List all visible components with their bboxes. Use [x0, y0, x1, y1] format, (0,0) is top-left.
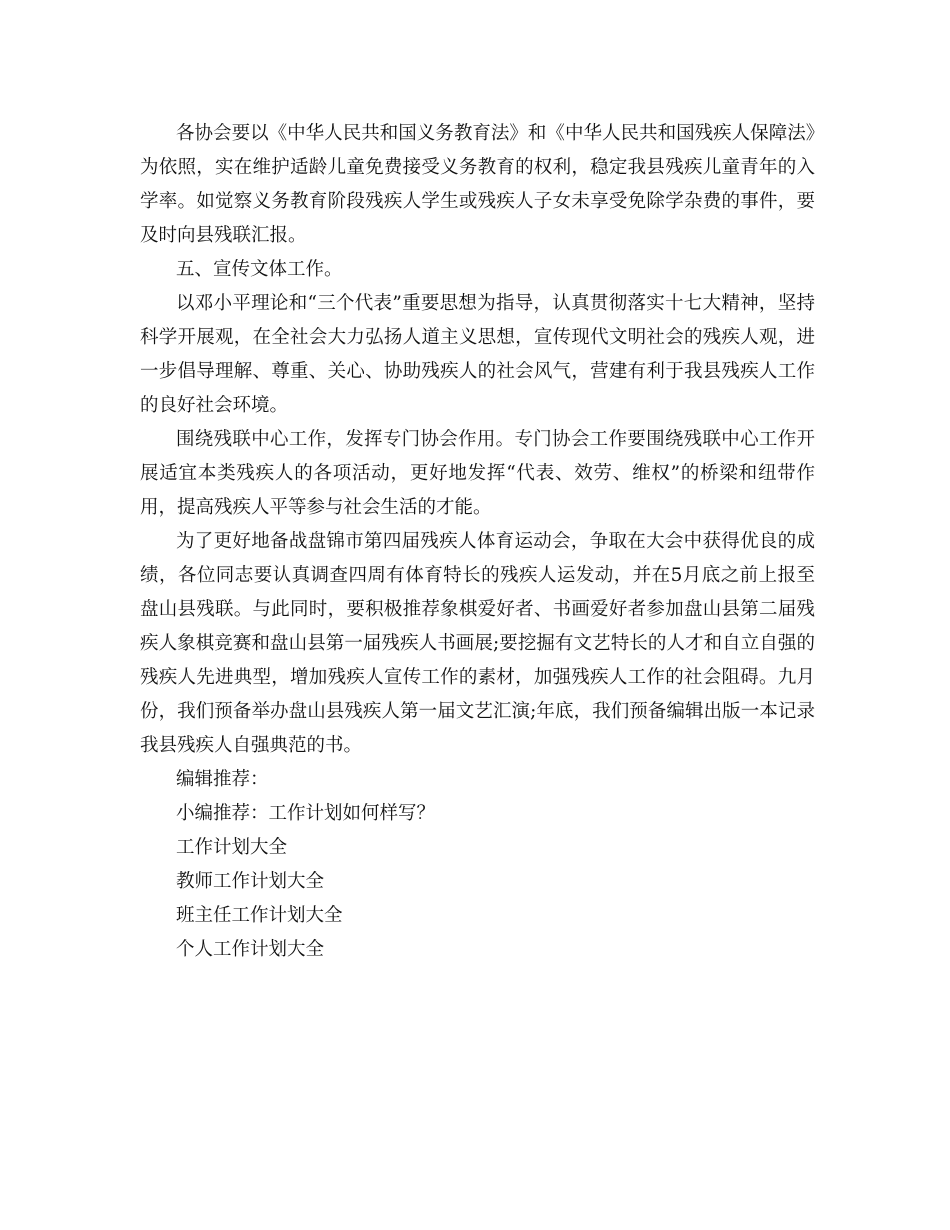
recommend-link[interactable]: 个人工作计划大全	[176, 939, 325, 960]
paragraph-education-law: 各协会要以《中华人民共和国义务教育法》和《中华人民共和国残疾人保障法》为依照，实在维护适龄儿童免费接受义务教育的权利，稳定我县残疾儿童青年的入学率。如觉察义务教育阶段残疾人学生或残疾人子女未享受免除学杂费的事件，要及时向县残联汇报。	[140, 123, 815, 246]
recommend-link[interactable]: 工作计划大全	[176, 837, 288, 858]
paragraph-special-associations: 围绕残联中心工作，发挥专门协会作用。专门协会工作要围绕残联中心工作开展适宜本类残疾人的各项活动，更好地发挥“代表、效劳、维权”的桥梁和纽带作用，提高残疾人平等参与社会生活的才能。	[140, 429, 815, 518]
section-heading-publicity: 五、宣传文体工作。	[176, 259, 343, 280]
document-body	[140, 117, 815, 967]
paragraph-sports-culture: 为了更好地备战盘锦市第四届残疾人体育运动会，争取在大会中获得优良的成绩，各位同志要认真调查四周有体育特长的残疾人运发动，并在5月底之前上报至盘山县残联。与此同时，要积极推荐象棋爱好者、书画爱好者参加盘山县第二届残疾人象棋竞赛和盘山县第一届残疾人书画展;要挖掘有文艺特长的人才和自立自强的残疾人先进典型，增加残疾人宣传工作的素材，加强残疾人工作的社会阻碍。九月份，我们预备举办盘山县残疾人第一届文艺汇演;年底，我们预备编辑出版一本记录我县残疾人自强典范的书。	[140, 531, 815, 756]
recommend-link[interactable]: 小编推荐：工作计划如何样写？	[176, 803, 436, 824]
recommend-heading: 编辑推荐：	[176, 769, 269, 790]
paragraph-guiding-thought: 以邓小平理论和“三个代表”重要思想为指导，认真贯彻落实十七大精神，坚持科学开展观，在全社会大力弘扬人道主义思想，宣传现代文明社会的残疾人观，进一步倡导理解、尊重、关心、协助残疾人的社会风气，营建有利于我县残疾人工作的良好社会环境。	[140, 293, 815, 416]
recommend-link[interactable]: 班主任工作计划大全	[176, 905, 343, 926]
recommend-link[interactable]: 教师工作计划大全	[176, 871, 325, 892]
